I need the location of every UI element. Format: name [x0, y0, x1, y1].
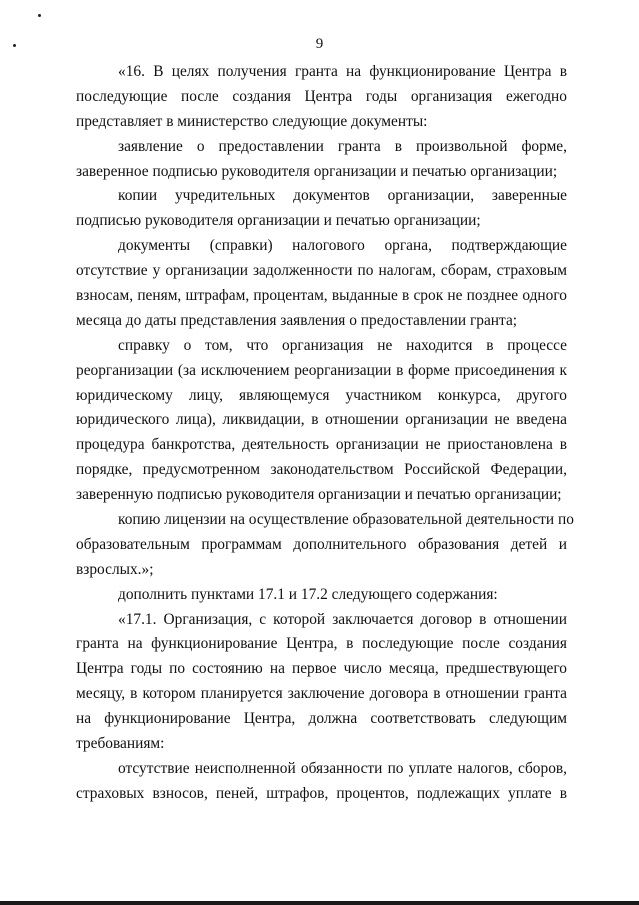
text-line: порядке, предусмотренном законодательством Российской Федерации, — [76, 461, 567, 479]
text-line: справку о том, что организация не находится в процессе — [118, 336, 567, 354]
text-line: отсутствие неисполненной обязанности по уплате налогов, сборов, — [118, 759, 567, 777]
document-body — [76, 60, 574, 807]
text-line: «16. В целях получения гранта на функционирование Центра в — [118, 63, 567, 80]
text-line: представляет в министерство следующие документы: — [76, 112, 428, 130]
text-line: отсутствие у организации задолженности по налогам, сборам, страховым — [76, 262, 567, 280]
text-line: дополнить пунктами 17.1 и 17.2 следующего содержания: — [118, 585, 498, 603]
text-line: последующие после создания Центра годы организация ежегодно — [76, 87, 567, 105]
text-line: «17.1. Организация, с которой заключается договор в отношении — [118, 610, 567, 628]
text-line: гранта на функционирование Центра, в последующие после создания — [76, 635, 567, 653]
text-line: заявление о предоставлении гранта в произвольной форме, — [118, 137, 567, 155]
text-line: месяцу, в котором планируется заключение договора в отношении гранта — [76, 685, 567, 703]
text-line: копию лицензии на осуществление образовательной деятельности по — [118, 511, 574, 529]
text-line: заверенную подписью руководителя организации и печатью организации; — [76, 486, 562, 504]
text-line: Центра годы по состоянию на первое число месяца, предшествующего — [76, 660, 567, 678]
text-line: требованиям: — [76, 735, 165, 753]
text-line: копии учредительных документов организации, заверенные — [118, 187, 567, 205]
text-line: взносам, пеням, штрафам, процентам, выданные в срок не позднее одного — [76, 287, 567, 305]
text-line: юридическому лицу, являющемуся участником конкурса, другого — [76, 386, 567, 404]
text-line: месяца до даты представления заявления о предоставлении гранта; — [76, 311, 518, 329]
text-line: документы (справки) налогового органа, подтверждающие — [118, 237, 567, 255]
scan-speck — [38, 14, 41, 17]
text-line: подписью руководителя организации и печатью организации; — [76, 212, 481, 230]
text-line: взрослых.»; — [76, 560, 154, 578]
text-line: на функционирование Центра, должна соответствовать следующим — [76, 710, 567, 728]
text-line: юридического лица), ликвидации, в отношении организации не введена — [76, 411, 567, 429]
page-number: 9 — [315, 36, 324, 52]
text-line: страховых взносов, пеней, штрафов, процентов, подлежащих уплате в — [76, 784, 567, 802]
text-line: заверенное подписью руководителя организации и печатью организации; — [76, 162, 558, 180]
text-line: процедура банкротства, деятельность организации не приостановлена в — [76, 436, 567, 454]
text-line: образовательным программам дополнительного образования детей и — [76, 535, 567, 553]
scan-bottom-edge — [0, 901, 639, 905]
text-line: реорганизации (за исключением реорганизации в форме присоединения к — [76, 361, 567, 379]
